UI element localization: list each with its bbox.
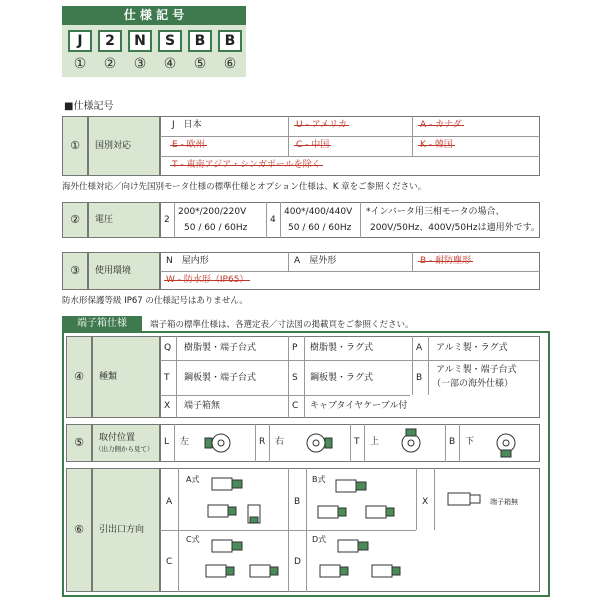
dir-name: 引出口方向 [92,468,160,592]
section-title: ■仕様記号 [64,101,114,112]
type-b-code: B [416,373,423,383]
type-q-code: Q [164,343,172,353]
dir-b-label: B式 [312,475,326,484]
type-p-code: P [292,343,298,353]
code-circle-5: ⑤ [188,53,212,75]
code-box-2: 2 [98,30,122,52]
code-box-1: J [68,30,92,52]
dir-x-code: X [422,497,429,507]
type-c-code: C [292,401,299,411]
code-circle-1: ① [68,53,92,75]
type-s-label: 鋼板製・ラグ式 [310,373,374,383]
pos-code-b: B [449,437,456,447]
country-c: C - 中国 [296,140,330,150]
voltage-name: 電圧 [88,202,160,238]
dir-b-diagram [318,480,394,518]
country-j: J 日本 [172,120,202,130]
voltage-code-4: 4 [270,215,276,225]
dir-num: ⑥ [66,468,92,592]
type-a-code: A [416,343,423,353]
spec-header: 仕 様 記 号 [62,6,246,25]
dir-d-code: D [294,557,301,567]
type-a-label: アルミ製・ラグ式 [436,343,508,353]
pos-name: 取付位置 [99,433,136,443]
code-box-6: B [218,30,242,52]
pos-label-b: 下 [465,437,475,447]
code-circle-6: ⑥ [218,53,242,75]
country-t: T - 東南アジア・シンガポールを除く [172,160,321,170]
code-box-5: B [188,30,212,52]
country-a: A - カナダ [420,120,462,130]
type-x-label: 端子箱無 [184,401,221,411]
country-u: U - アメリカ [296,120,347,130]
pos-code-t: T [354,437,360,447]
country-name: 国別対応 [88,116,160,176]
code-circle-4: ④ [158,53,182,75]
type-p-label: 樹脂製・ラグ式 [310,343,374,353]
type-s-code: S [292,373,298,383]
pos-label-t: 上 [370,437,380,447]
type-x-code: X [164,401,171,411]
env-name: 使用環境 [88,252,160,290]
env-w: W - 防水形（IP65） [166,275,249,285]
dir-a-diagram [208,478,260,523]
type-c-label: キャブタイヤケーブル付 [310,401,408,411]
dir-c-diagram [206,540,278,577]
pos-code-r: R [259,437,266,447]
dir-x-label: 端子箱無 [490,498,518,506]
country-num: ① [62,116,88,176]
dir-d-diagram [320,540,400,577]
env-a: A 屋外形 [294,256,337,266]
voltage-4-line2: 50 / 60 / 60Hz [288,223,352,233]
voltage-note-2: 200V/50Hz、400V/50Hzは適用外です。 [370,223,540,233]
dir-c-code: C [166,557,173,567]
pos-code-l: L [164,437,170,447]
country-e: E - 欧州 [172,140,205,150]
type-t-label: 鋼板製・端子台式 [184,373,257,383]
type-name: 種類 [92,336,160,418]
dir-d-label: D式 [312,535,327,544]
code-box-4: S [158,30,182,52]
pos-label-r: 右 [275,437,285,447]
env-b: B - 耐防塵形 [420,256,472,266]
code-circle-2: ② [98,53,122,75]
dir-c-label: C式 [186,535,200,544]
dir-a-code: A [166,497,173,507]
dir-b-code: B [294,497,301,507]
code-circle-3: ③ [128,53,152,75]
pos-label-l: 左 [180,437,190,447]
type-b-label: アルミ製・端子台式 [436,365,517,375]
voltage-num: ② [62,202,88,238]
type-t-code: T [164,373,170,383]
type-q-label: 樹脂製・端子台式 [184,343,257,353]
code-box-3: N [128,30,152,52]
type-num: ④ [66,336,92,418]
dir-a-label: A式 [186,475,200,484]
terminal-tag: 端子箱仕様 [62,316,142,331]
terminal-desc: 端子箱の標準仕様は、各選定表／寸法図の掲載頁をご参照ください。 [150,320,414,330]
voltage-4-line1: 400*/400/440V [284,207,353,217]
env-num: ③ [62,252,88,290]
voltage-2-line1: 200*/200/220V [178,207,247,217]
dir-x-diagram [448,493,480,505]
env-note: 防水形保護等級 IP67 の仕様記号はありません。 [62,296,248,306]
pos-num: ⑤ [66,424,92,462]
voltage-note-1: *インバータ用三相モータの場合、 [366,207,505,217]
country-k: K - 韓国 [420,140,453,150]
voltage-code-2: 2 [164,215,170,225]
env-n: N 屋内形 [166,256,209,266]
country-note: 海外仕様対応／向け先国別モータ仕様の標準仕様とオプション仕様は、K 章をご参照ください。 [62,182,427,192]
pos-sub: （出力側から見て） [95,445,154,453]
type-b-label2: （一部の海外仕様） [432,379,514,389]
voltage-2-line2: 50 / 60 / 60Hz [184,223,248,233]
